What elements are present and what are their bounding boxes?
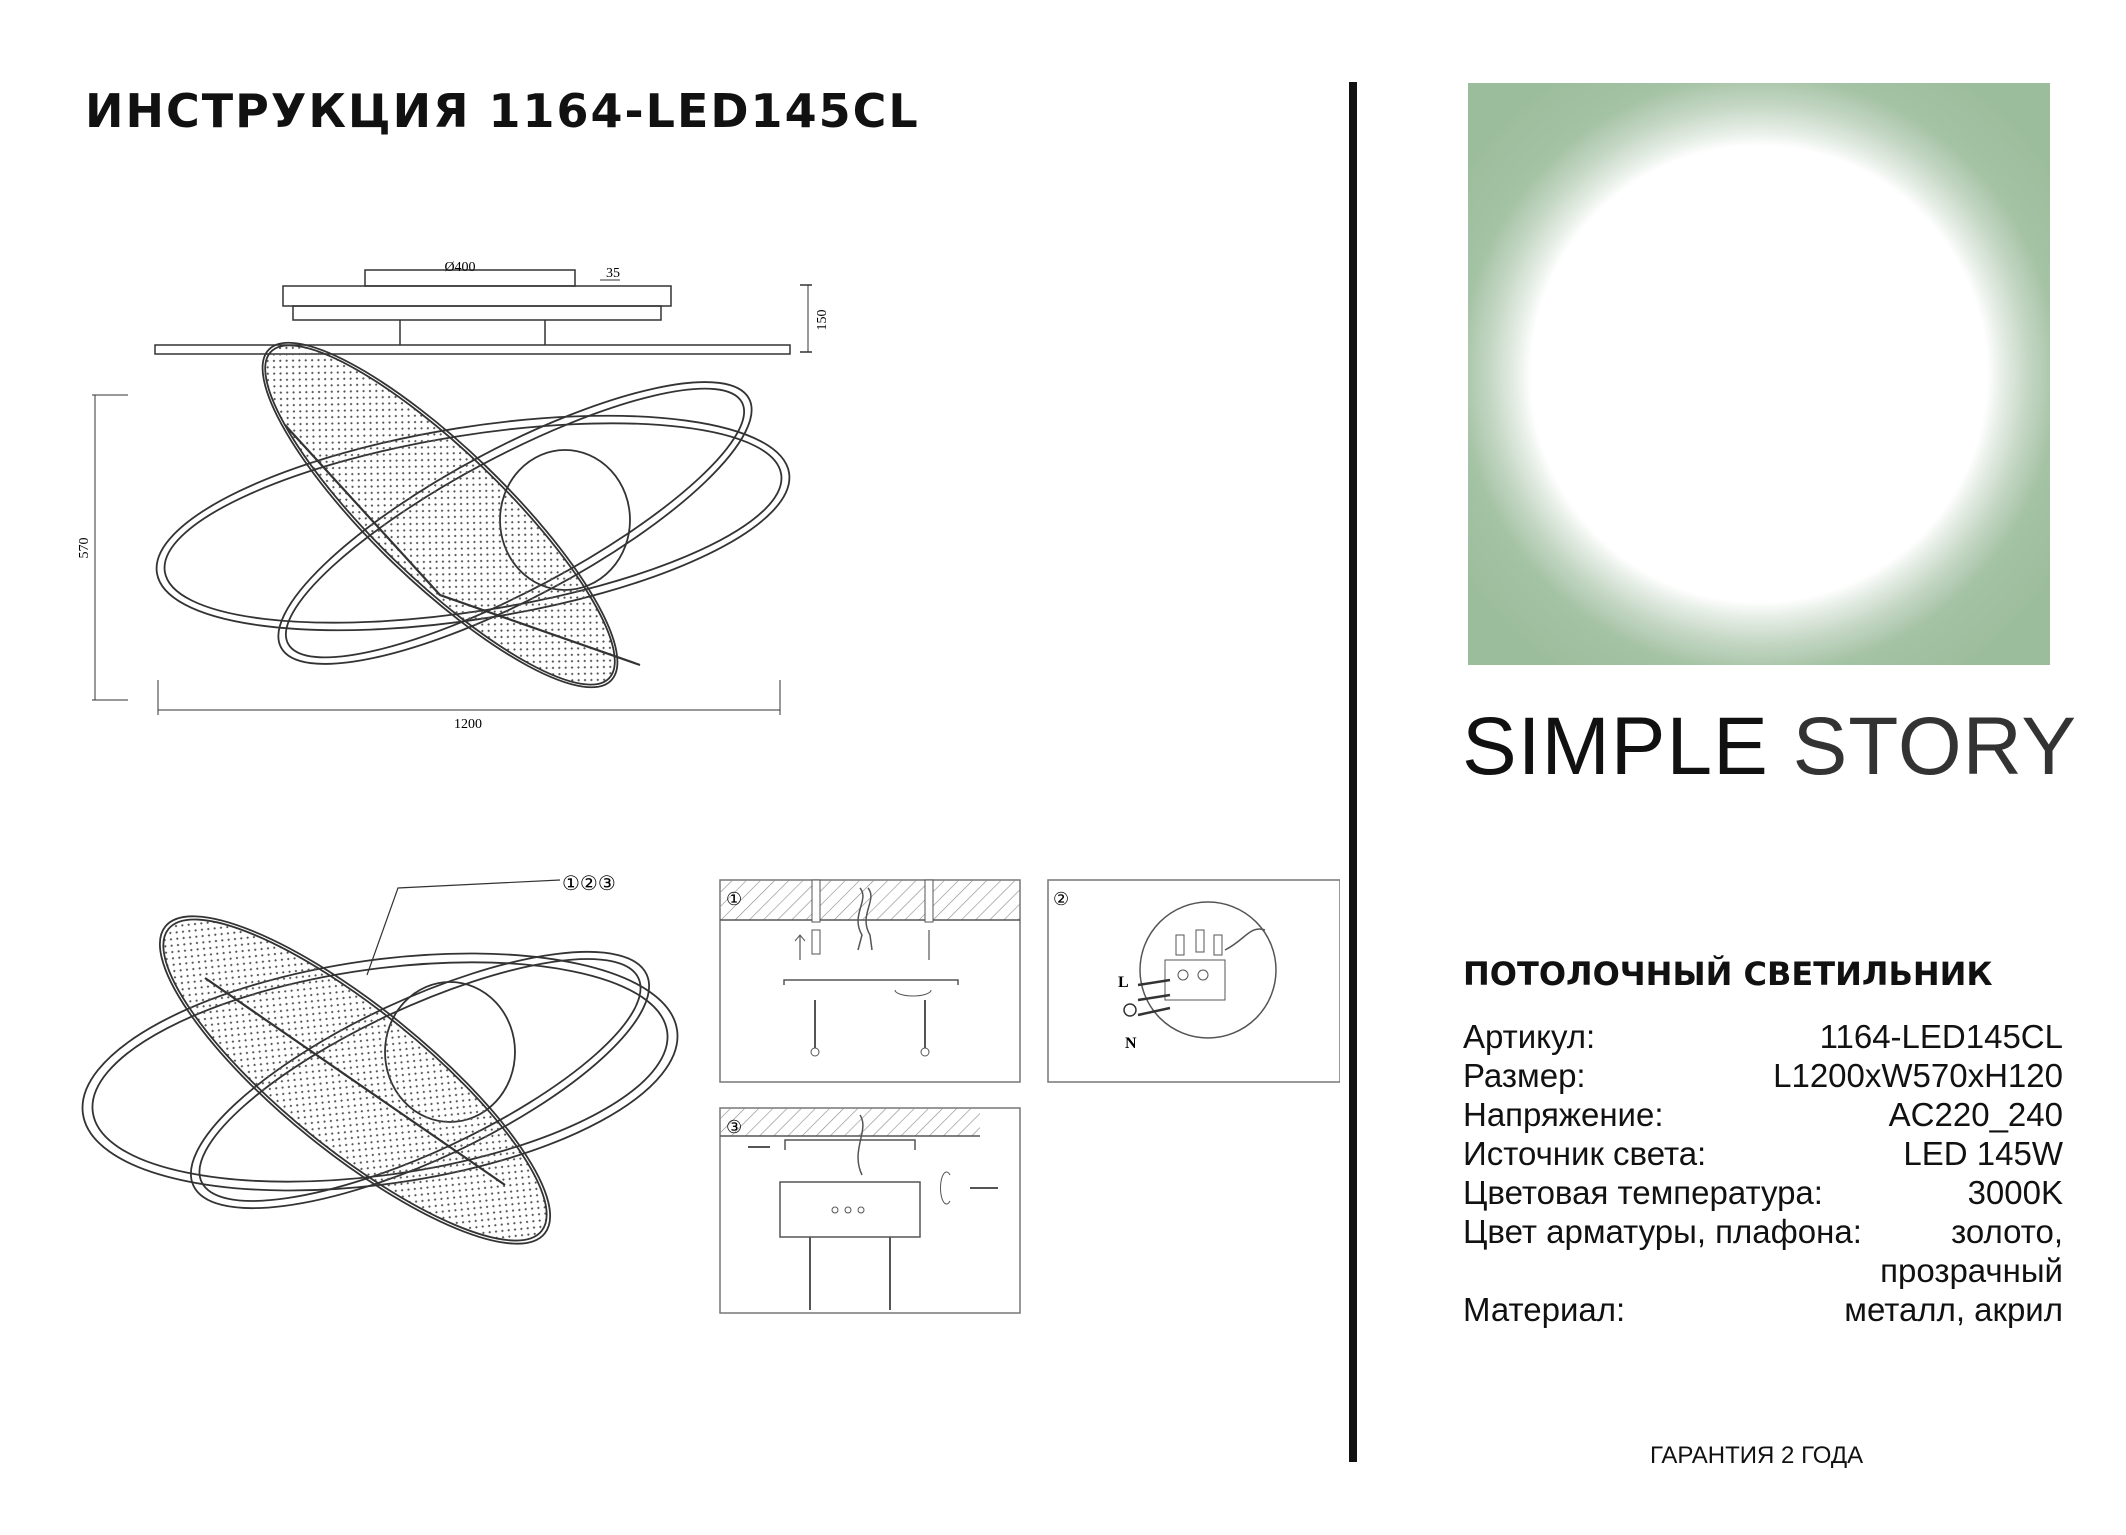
- brand-logo: [1462, 700, 2077, 794]
- vertical-divider: [1349, 82, 1357, 1462]
- spec-label: Артикул:: [1463, 1018, 1596, 1055]
- spec-value: AC220_240: [1888, 1096, 2063, 1133]
- leader-line: [367, 880, 560, 975]
- spec-value: LED 145W: [1903, 1135, 2063, 1172]
- step3-number: ③: [726, 1117, 743, 1137]
- product-type-heading: ПОТОЛОЧНЫЙ СВЕТИЛЬНИК: [1463, 955, 1993, 993]
- spec-value: металл, акрил: [1844, 1291, 2063, 1328]
- dimension-1200: 1200: [454, 717, 482, 732]
- step1-number: ①: [726, 889, 743, 909]
- wire-neutral-label: N: [1125, 1035, 1137, 1052]
- step2-panel: [1048, 880, 1340, 1082]
- spec-label: Цвет арматуры, плафона:: [1463, 1213, 1862, 1250]
- dimension-35: 35: [606, 266, 620, 281]
- persp-acrylic-panel: [124, 875, 585, 1286]
- spec-label: Материал:: [1463, 1291, 1626, 1328]
- spec-label: Источник света:: [1463, 1135, 1707, 1172]
- spec-label: Размер:: [1463, 1057, 1586, 1094]
- dimension-150: 150: [815, 309, 830, 331]
- step3-panel: [720, 1108, 1020, 1313]
- top-view: [142, 301, 804, 728]
- spec-label: Цветовая температура:: [1463, 1174, 1823, 1211]
- canopy: [283, 286, 671, 306]
- dimension-570: 570: [77, 537, 92, 559]
- steps-reference: ①②③: [562, 873, 616, 895]
- frame-upper: [293, 306, 661, 320]
- brand-logo-light: STORY: [1792, 701, 2078, 792]
- spec-value: 3000K: [1967, 1174, 2063, 1211]
- perspective-view: [67, 870, 692, 1291]
- step1-panel: [720, 880, 1020, 1082]
- spec-value: 1164-LED145CL: [1819, 1018, 2063, 1055]
- lamp-body: [155, 345, 790, 354]
- brand-logo-bold: SIMPLE: [1462, 701, 1769, 792]
- side-view: [155, 270, 812, 354]
- product-glow-image: [1468, 83, 2050, 665]
- spec-label: Напряжение:: [1463, 1096, 1664, 1133]
- dimension-diameter: Ø400: [444, 260, 476, 275]
- spec-value: прозрачный: [1880, 1252, 2063, 1289]
- step2-number: ②: [1053, 889, 1070, 909]
- wire-live-label: L: [1118, 974, 1129, 991]
- document-title: ИНСТРУКЦИЯ 1164-LED145CL: [85, 84, 920, 138]
- warranty-note: ГАРАНТИЯ 2 ГОДА: [1650, 1442, 1864, 1469]
- spec-value: золото,: [1951, 1213, 2063, 1250]
- acrylic-panel: [226, 306, 653, 725]
- spec-value: L1200xW570xH120: [1773, 1057, 2063, 1094]
